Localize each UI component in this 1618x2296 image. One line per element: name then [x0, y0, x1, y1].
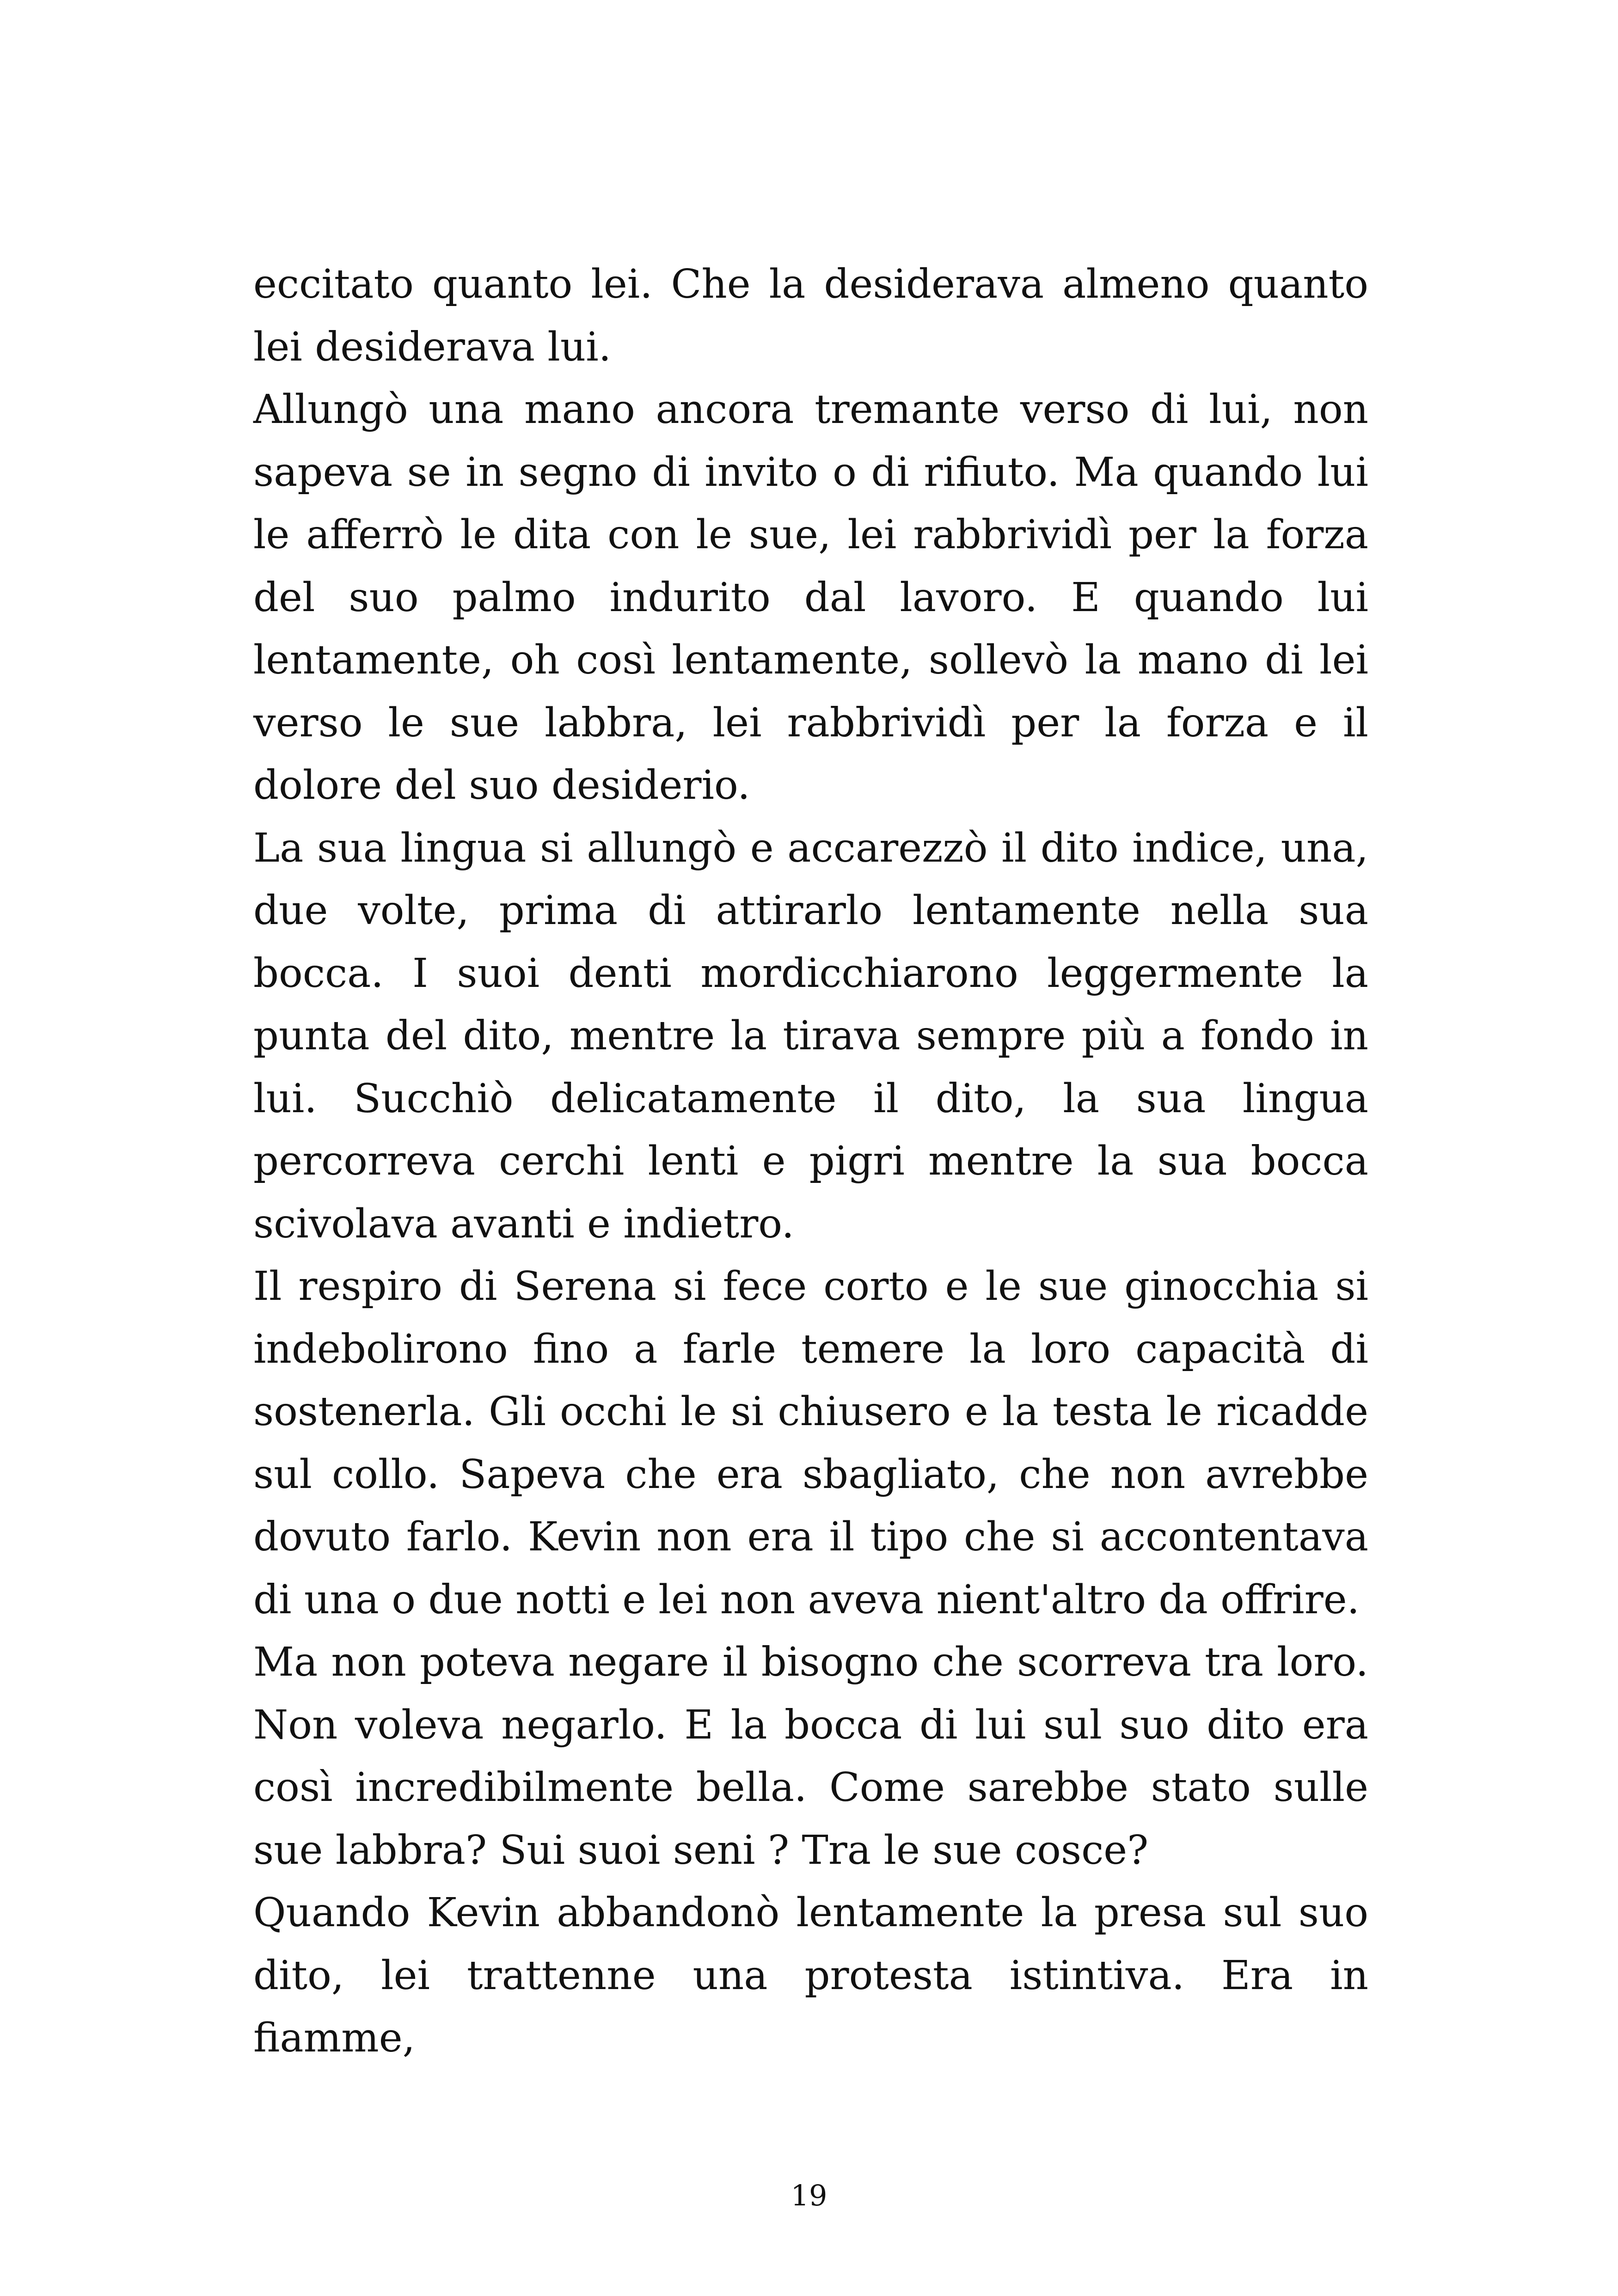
paragraph-6: Quando Kevin abbandonò lentamente la presa sul suo dito, lei trattenne una protesta istintiva. Era in fiamme,	[253, 1890, 1368, 2061]
paragraph-1: eccitato quanto lei. Che la desiderava almeno quanto lei desiderava lui.	[253, 261, 1368, 370]
paragraph-4: Il respiro di Serena si fece corto e le sue ginocchia si indebolirono fino a farle temere la loro capacità di sostenerla. Gli occhi le si chiusero e la testa le ricadde sul collo. Sapeva che era sbagliato, che non avrebbe dovuto farlo. Kevin non era il tipo che si accontentava di una o due notti e lei non aveva nient'altro da offrire.	[253, 1263, 1368, 1623]
body-text	[253, 253, 1368, 2070]
paragraph-3: La sua lingua si allungò e accarezzò il dito indice, una, due volte, prima di attirarlo lentamente nella sua bocca. I suoi denti mordicchiarono leggermente la punta del dito, mentre la tirava sempre più a fondo in lui. Succhiò delicatamente il dito, la sua lingua percorreva cerchi lenti e pigri mentre la sua bocca scivolava avanti e indietro.	[253, 825, 1368, 1247]
page-number: 19	[791, 2179, 827, 2212]
paragraph-5: Ma non poteva negare il bisogno che scorreva tra loro. Non voleva negarlo. E la bocca di lui sul suo dito era così incredibilmente bella. Come sarebbe stato sulle sue labbra? Sui suoi seni ? Tra le sue cosce?	[253, 1639, 1368, 1874]
paragraph-2: Allungò una mano ancora tremante verso di lui, non sapeva se in segno di invito o di rifiuto. Ma quando lui le afferrò le dita con le sue, lei rabbrividì per la forza del suo palmo indurito dal lavoro. E quando lui lentamente, oh così lentamente, sollevò la mano di lei verso le sue labbra, lei rabbrividì per la forza e il dolore del suo desiderio.	[253, 386, 1368, 808]
